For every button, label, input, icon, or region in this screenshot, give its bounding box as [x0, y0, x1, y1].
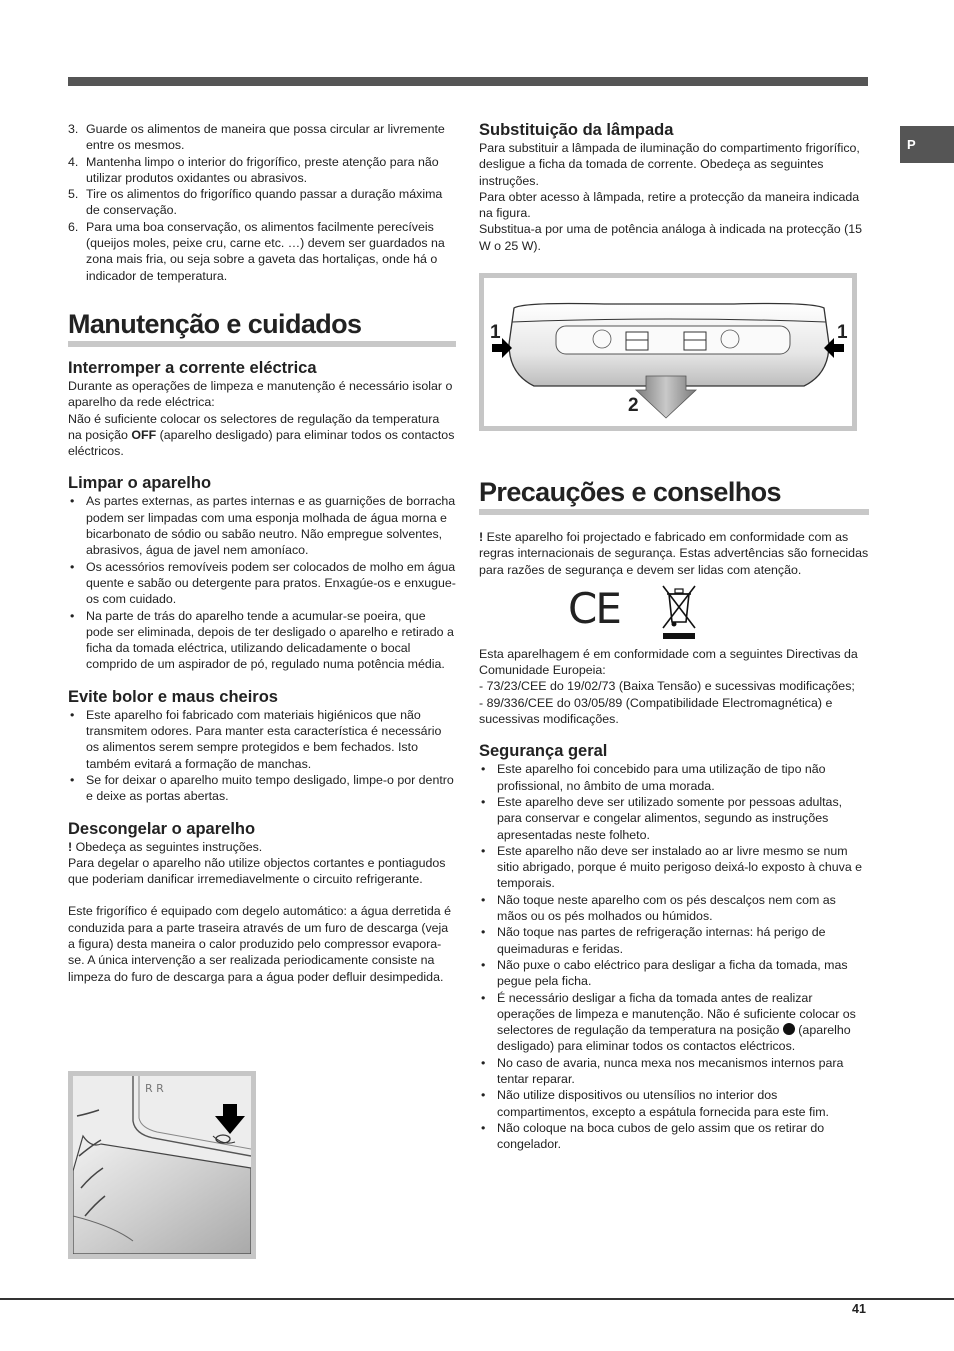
list-item: • Se for deixar o aparelho muito tempo desligado, limpe-o por dentro e deixe as portas abertas. [68, 772, 456, 805]
subheading-clean: Limpar o aparelho [68, 474, 212, 493]
section-title-precautions: Precauções e conselhos [479, 476, 869, 515]
list-item: • Não utilize dispositivos ou utensílios no interior dos compartimentos, excepto a espátula fornecida para este fim. [479, 1087, 869, 1120]
lamp-cover-figure [479, 273, 857, 431]
subheading-defrost: Descongelar o aparelho [68, 819, 256, 838]
clean-list [68, 493, 456, 672]
defrost-drain-figure [68, 1071, 256, 1259]
list-item: • Não coloque na boca cubos de gelo assim que os retirar do congelador. [479, 1120, 869, 1153]
weee-bin-icon [659, 582, 699, 640]
language-tab: P [900, 126, 954, 163]
precautions-intro: ! Este aparelho foi projectado e fabricado em conformidade com as regras internacionais de segurança. Estas advertências são fornecidas para razões de segurança e devem ser lidas com atenção. [479, 530, 869, 577]
list-item: • Este aparelho não deve ser instalado ao ar livre mesmo se num sitio abrigado, porque é muito perigoso deixá-lo exposto à chuva e temporais. [479, 843, 869, 892]
off-position-icon [783, 1023, 795, 1035]
directive-emc: - 89/336/CEE do 03/05/89 (Compatibilidade Electromagnética) e sucessivas modificações. [479, 695, 833, 727]
list-item: • Na parte de trás do aparelho tende a acumular-se poeira, que pode ser eliminada, depois de ter desligado o aparelho e retirado a ficha da tomada eléctrica, utilizando delicadamente o bocal comprido de um aspirador de pó, regulado numa potência média. [68, 608, 456, 673]
list-item: 3. Guarde os alimentos de maneira que possa circular ar livremente entre os mesmos. [68, 122, 445, 153]
list-item: • Não puxe o cabo eléctrico para desligar a ficha da tomada, mas pegue pela ficha. [479, 957, 869, 990]
right-column-bottom [479, 476, 869, 1153]
lamp-text-2: Para obter acesso à lâmpada, retire a protecção da maneira indicada na figura. [479, 189, 860, 221]
defrost-illustration [73, 1076, 251, 1254]
subheading-safety: Segurança geral [479, 742, 608, 761]
subheading-lamp: Substituição da lâmpada [479, 121, 674, 139]
list-item: • Os acessórios removíveis podem ser colocados de molho em água quente e sabão ou detergente para pratos. Enxagúe-os e enxugue-os com cuidado. [68, 559, 456, 608]
storage-list [68, 121, 456, 284]
list-item: 4. Mantenha limpo o interior do frigorífico, preste atenção para não utilizar produtos oxidantes ou abrasivos. [68, 154, 439, 185]
mold-list [68, 707, 456, 805]
list-item: • Não toque neste aparelho com os pés descalços nem com as mãos ou os pés molhados ou húmidos. [479, 892, 869, 925]
subheading-mold: Evite bolor e maus cheiros [68, 687, 278, 706]
lamp-text-1: Para substituir a lâmpada de iluminação do compartimento frigorífico, desligue a ficha da tomada de corrente. Obedeça as seguintes instruções. [479, 141, 860, 188]
power-text-2: Não é suficiente colocar os selectores de regulação da temperatura na posição OFF (aparelho desligado) para eliminar todos os contactos eléctricos. [68, 411, 455, 459]
bottom-rule [0, 1298, 954, 1300]
list-item: 6. Para uma boa conservação, os alimentos facilmente perecíveis (queijos moles, peixe cru, carne etc. …) devem ser guardados na zona mais fria, ou seja sobre a gaveta das hortaliças, onde há o indicador de temperatura. [68, 219, 445, 283]
list-item: • No caso de avaria, nunca mexa nos mecanismos internos para tentar reparar. [479, 1055, 869, 1088]
subheading-power: Interromper a corrente eléctrica [68, 358, 317, 377]
list-item: 5. Tire os alimentos do frigorífico quando passar a duração máxima de conservação. [68, 187, 443, 218]
section-title-maintenance: Manutenção e cuidados [68, 308, 456, 347]
left-column [68, 121, 456, 985]
list-item: • Este aparelho foi concebido para uma utilização de tipo não profissional, no âmbito de uma morada. [479, 761, 869, 794]
defrost-text-2: Para degelar o aparelho não utilize objectos cortantes e pontiagudos que poderiam danificar irremediavelmente o circuito refrigerante. [68, 855, 446, 887]
list-item: • Este aparelho deve ser utilizado somente por pessoas adultas, para conservar e congelar alimentos, segundo as instruções apresentadas neste folheto. [479, 794, 869, 843]
defrost-warning: ! Obedeça as seguintes instruções. [68, 839, 263, 854]
list-item: • As partes externas, as partes internas e as guarnições de borracha podem ser limpadas com uma esponja molhada de água morna e bicarbonato de sódio ou sabão neutro. Não empregue solventes, abrasivos, água de javel nem amoníaco. [68, 493, 456, 558]
directive-low-voltage: - 73/23/CEE do 19/02/73 (Baixa Tensão) e sucessivas modificações; [479, 679, 855, 694]
list-item: • Este aparelho foi fabricado com materiais higiénicos que não transmitem odores. Para manter esta característica é necessário os alimentos serem sempre protegidos e bem fechados. Isto também evitará a formação de manchas. [68, 707, 456, 772]
power-text-1: Durante as operações de limpeza e manutenção é necessário isolar o aparelho da rede eléctrica: [68, 378, 453, 410]
lamp-text-3: Substitua-a por uma de potência análoga à indicada na protecção (15 W o 25 W). [479, 222, 862, 253]
certification-marks [479, 582, 869, 646]
right-column-top [479, 121, 869, 254]
directives-intro: Esta aparelhagem é em conformidade com a seguintes Directivas da Comunidade Europeia: [479, 646, 858, 678]
lamp-step-1-right-label: 1 [837, 322, 848, 343]
svg-text:R R: R R [145, 1082, 164, 1095]
page-number: 41 [852, 1302, 866, 1316]
top-rule [68, 77, 868, 86]
safety-list [479, 761, 869, 1152]
lamp-cover-illustration [484, 278, 852, 426]
lamp-step-1-left-label: 1 [490, 322, 501, 343]
defrost-text-3: Este frigorífico é equipado com degelo automático: a água derretida é conduzida para a parte traseira através de um furo de descarga (veja a figura) desta maneira o calor produzido pelo compressor evapora-se. A única intervenção a ser realizada periodicamente consiste na limpeza do furo de descarga para a água poder defluir desimpedida. [68, 904, 451, 984]
lamp-step-2-label: 2 [628, 395, 639, 416]
list-item: • Não toque nas partes de refrigeração internas: há perigo de queimaduras e feridas. [479, 924, 869, 957]
ce-mark: CE [568, 583, 620, 633]
list-item: • É necessário desligar a ficha da tomada antes de realizar operações de limpeza e manutenção. Não é suficiente colocar os selectores de regulação da temperatura na posição (aparelho desligado) para eliminar todos os contactos eléctricos. [479, 990, 869, 1055]
